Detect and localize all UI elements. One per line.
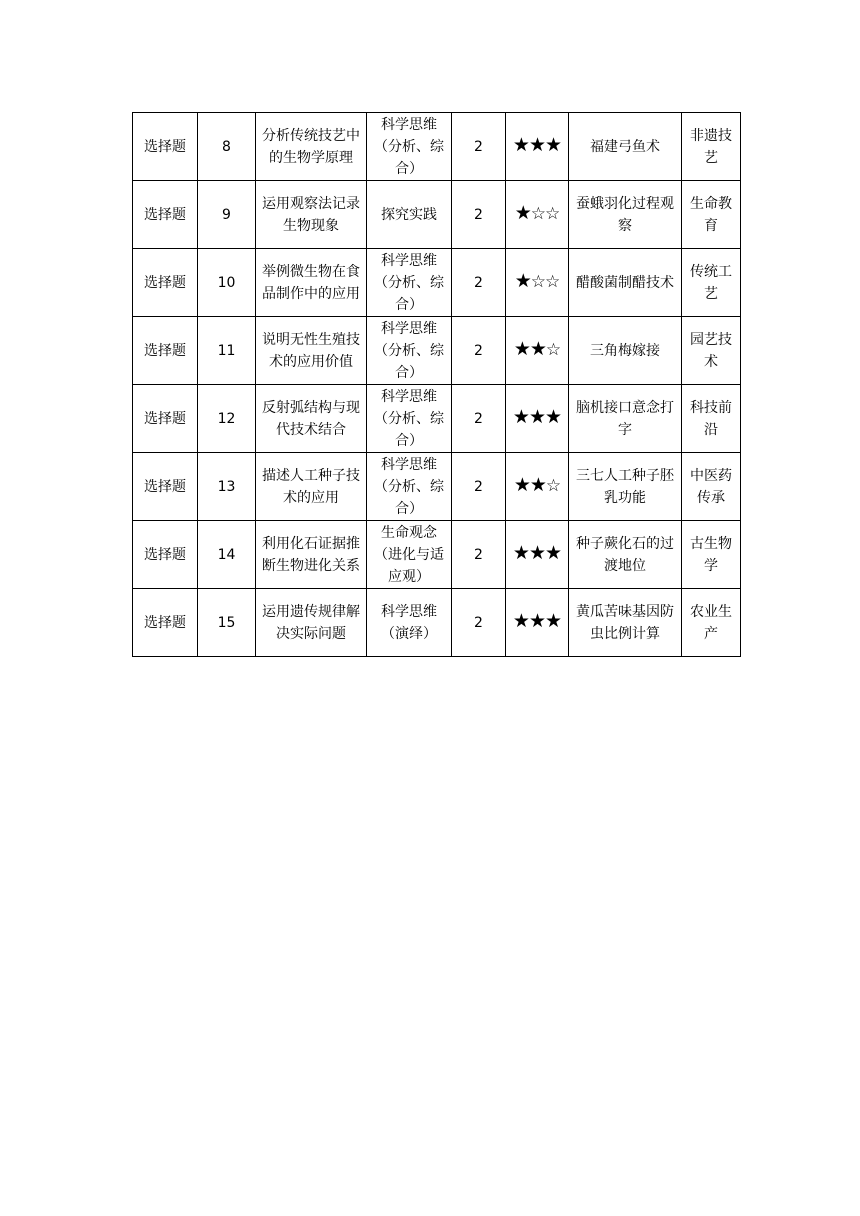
- table-row: [133, 453, 741, 521]
- difficulty-stars: [513, 337, 561, 362]
- field-cell: 农业生产: [682, 589, 741, 657]
- context-cell: 种子蕨化石的过渡地位: [569, 521, 682, 589]
- question-number-cell: 11: [198, 317, 256, 385]
- question-type-cell: 选择题: [133, 181, 198, 249]
- field-cell: 非遗技艺: [682, 113, 741, 181]
- question-number-cell: 14: [198, 521, 256, 589]
- filled-star-icon: ★: [545, 541, 562, 564]
- field-cell: 传统工艺: [682, 249, 741, 317]
- difficulty-cell: [506, 113, 569, 181]
- filled-star-icon: ★: [514, 269, 531, 292]
- filled-star-icon: ★: [529, 473, 546, 496]
- context-cell: 蚕蛾羽化过程观察: [569, 181, 682, 249]
- context-cell: 福建弓鱼术: [569, 113, 682, 181]
- table-row: [133, 385, 741, 453]
- filled-star-icon: ★: [512, 133, 529, 156]
- filled-star-icon: ★: [512, 541, 529, 564]
- learning-goal-cell: 运用观察法记录生物现象: [256, 181, 367, 249]
- difficulty-stars: [512, 405, 562, 430]
- filled-star-icon: ★: [514, 201, 531, 224]
- empty-star-icon: ☆: [545, 339, 561, 360]
- score-cell: 2: [452, 249, 506, 317]
- filled-star-icon: ★: [545, 133, 562, 156]
- difficulty-stars: [513, 473, 561, 498]
- context-cell: 脑机接口意念打字: [569, 385, 682, 453]
- learning-goal-cell: 反射弧结构与现代技术结合: [256, 385, 367, 453]
- learning-goal-cell: 描述人工种子技术的应用: [256, 453, 367, 521]
- question-number-cell: 12: [198, 385, 256, 453]
- table-row: [133, 181, 741, 249]
- difficulty-stars: [512, 133, 562, 158]
- question-type-cell: 选择题: [133, 385, 198, 453]
- table-row: [133, 317, 741, 385]
- core-literacy-cell: 科学思维（演绎）: [367, 589, 452, 657]
- table-row: [133, 113, 741, 181]
- score-cell: 2: [452, 521, 506, 589]
- difficulty-stars: [512, 609, 562, 634]
- filled-star-icon: ★: [545, 405, 562, 428]
- question-type-cell: 选择题: [133, 113, 198, 181]
- score-cell: 2: [452, 589, 506, 657]
- core-literacy-cell: 科学思维（分析、综合）: [367, 113, 452, 181]
- score-cell: 2: [452, 113, 506, 181]
- question-type-cell: 选择题: [133, 317, 198, 385]
- question-type-cell: 选择题: [133, 521, 198, 589]
- question-type-cell: 选择题: [133, 453, 198, 521]
- table-body: [133, 113, 741, 657]
- difficulty-stars: [514, 269, 560, 294]
- table-row: [133, 249, 741, 317]
- score-cell: 2: [452, 317, 506, 385]
- learning-goal-cell: 运用遗传规律解决实际问题: [256, 589, 367, 657]
- empty-star-icon: ☆: [545, 203, 560, 224]
- context-cell: 三角梅嫁接: [569, 317, 682, 385]
- empty-star-icon: ☆: [545, 271, 560, 292]
- difficulty-stars: [514, 201, 560, 226]
- table-row: [133, 521, 741, 589]
- difficulty-stars: [512, 541, 562, 566]
- core-literacy-cell: 科学思维（分析、综合）: [367, 249, 452, 317]
- question-number-cell: 8: [198, 113, 256, 181]
- filled-star-icon: ★: [528, 133, 546, 156]
- learning-goal-cell: 说明无性生殖技术的应用价值: [256, 317, 367, 385]
- filled-star-icon: ★: [528, 541, 546, 564]
- question-type-cell: 选择题: [133, 249, 198, 317]
- field-cell: 中医药传承: [682, 453, 741, 521]
- difficulty-cell: [506, 521, 569, 589]
- core-literacy-cell: 科学思维（分析、综合）: [367, 385, 452, 453]
- filled-star-icon: ★: [528, 405, 546, 428]
- context-cell: 黄瓜苦味基因防虫比例计算: [569, 589, 682, 657]
- filled-star-icon: ★: [528, 609, 546, 632]
- empty-star-icon: ☆: [530, 203, 546, 224]
- core-literacy-cell: 科学思维（分析、综合）: [367, 453, 452, 521]
- learning-goal-cell: 分析传统技艺中的生物学原理: [256, 113, 367, 181]
- question-number-cell: 13: [198, 453, 256, 521]
- context-cell: 醋酸菌制醋技术: [569, 249, 682, 317]
- question-number-cell: 15: [198, 589, 256, 657]
- field-cell: 园艺技术: [682, 317, 741, 385]
- empty-star-icon: ☆: [545, 475, 561, 496]
- filled-star-icon: ★: [512, 609, 529, 632]
- question-analysis-table: [132, 112, 741, 657]
- filled-star-icon: ★: [529, 337, 546, 360]
- difficulty-cell: [506, 453, 569, 521]
- table-row: [133, 589, 741, 657]
- score-cell: 2: [452, 385, 506, 453]
- filled-star-icon: ★: [545, 609, 562, 632]
- empty-star-icon: ☆: [530, 271, 546, 292]
- core-literacy-cell: 科学思维（分析、综合）: [367, 317, 452, 385]
- context-cell: 三七人工种子胚乳功能: [569, 453, 682, 521]
- question-type-cell: 选择题: [133, 589, 198, 657]
- difficulty-cell: [506, 385, 569, 453]
- core-literacy-cell: 生命观念（进化与适应观）: [367, 521, 452, 589]
- filled-star-icon: ★: [513, 473, 530, 496]
- field-cell: 科技前沿: [682, 385, 741, 453]
- question-number-cell: 9: [198, 181, 256, 249]
- field-cell: 古生物学: [682, 521, 741, 589]
- difficulty-cell: [506, 589, 569, 657]
- score-cell: 2: [452, 453, 506, 521]
- filled-star-icon: ★: [513, 337, 530, 360]
- filled-star-icon: ★: [512, 405, 529, 428]
- difficulty-cell: [506, 317, 569, 385]
- learning-goal-cell: 利用化石证据推断生物进化关系: [256, 521, 367, 589]
- question-number-cell: 10: [198, 249, 256, 317]
- learning-goal-cell: 举例微生物在食品制作中的应用: [256, 249, 367, 317]
- field-cell: 生命教育: [682, 181, 741, 249]
- core-literacy-cell: 探究实践: [367, 181, 452, 249]
- score-cell: 2: [452, 181, 506, 249]
- difficulty-cell: [506, 181, 569, 249]
- difficulty-cell: [506, 249, 569, 317]
